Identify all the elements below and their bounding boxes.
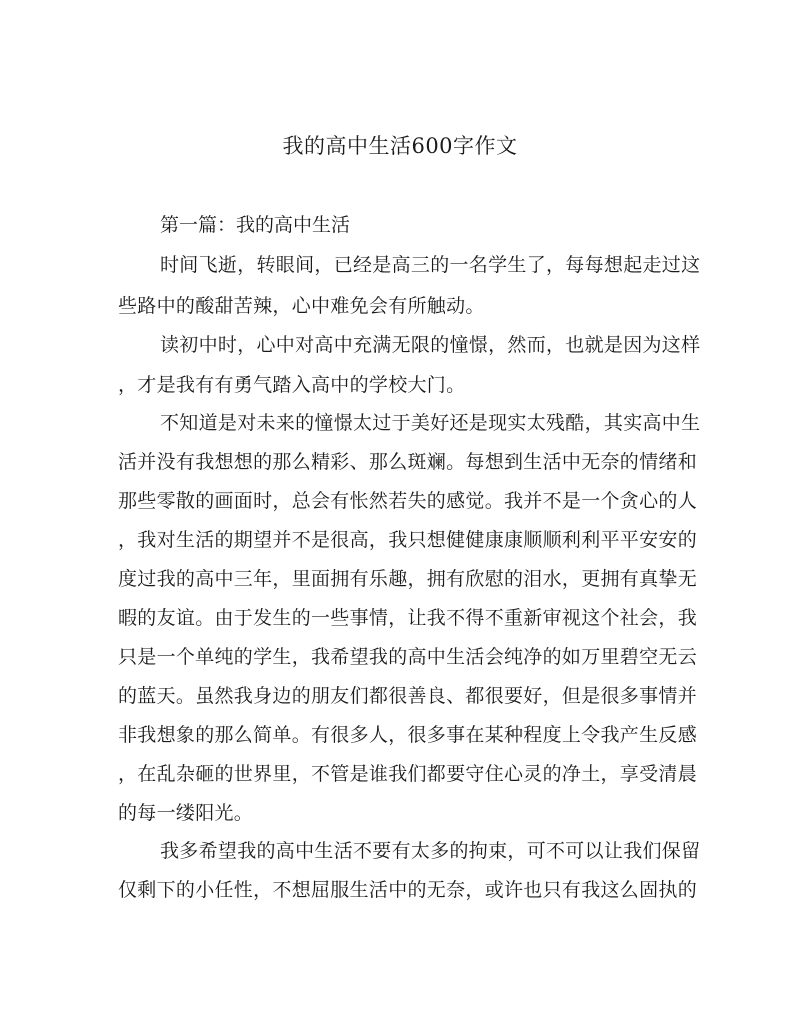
paragraph-line: 读初中时，心中对高中充满无限的憧憬，然而，也就是因为这样 bbox=[160, 334, 701, 356]
paragraph-line: 的每一缕阳光。 bbox=[118, 802, 254, 824]
paragraph-line: 我多希望我的高中生活不要有太多的拘束，可不可以让我们保留 bbox=[160, 840, 701, 862]
paragraph-line: ，我对生活的期望并不是很高，我只想健健康康顺顺利利平平安安的 bbox=[118, 529, 698, 551]
paragraph-line: 那些零散的画面时，总会有怅然若失的感觉。我并不是一个贪心的人 bbox=[118, 490, 698, 512]
paragraph-line: 不知道是对未来的憧憬太过于美好还是现实太残酷，其实高中生 bbox=[160, 412, 701, 434]
paragraph-line: 活并没有我想想的那么精彩、那么斑斓。每想到生活中无奈的情绪和 bbox=[118, 451, 698, 473]
paragraph-line: 只是一个单纯的学生，我希望我的高中生活会纯净的如万里碧空无云 bbox=[118, 646, 698, 668]
paragraph-line: ，才是我有有勇气踏入高中的学校大门。 bbox=[118, 374, 466, 396]
paragraph-line: 度过我的高中三年，里面拥有乐趣，拥有欣慰的泪水，更拥有真挚无 bbox=[118, 568, 698, 590]
document-title: 我的高中生活600字作文 bbox=[282, 134, 518, 158]
section-heading: 第一篇：我的高中生活 bbox=[160, 214, 351, 236]
paragraph-line: 时间飞逝，转眼间，已经是高三的一名学生了，每每想起走过这 bbox=[160, 254, 701, 276]
paragraph-line: 的蓝天。虽然我身边的朋友们都很善良、都很要好，但是很多事情并 bbox=[118, 685, 698, 707]
paragraph-line: 非我想象的那么简单。有很多人，很多事在某种程度上令我产生反感 bbox=[118, 724, 698, 746]
paragraph-line: 仅剩下的小任性，不想屈服生活中的无奈，或许也只有我这么固执的 bbox=[118, 879, 698, 901]
paragraph-line: ，在乱杂砸的世界里，不管是谁我们都要守住心灵的净土，享受清晨 bbox=[118, 763, 698, 785]
paragraph-line: 些路中的酸甜苦辣，心中难免会有所触动。 bbox=[118, 295, 485, 317]
paragraph-line: 暇的友谊。由于发生的一些事情，让我不得不重新审视这个社会，我 bbox=[118, 607, 698, 629]
